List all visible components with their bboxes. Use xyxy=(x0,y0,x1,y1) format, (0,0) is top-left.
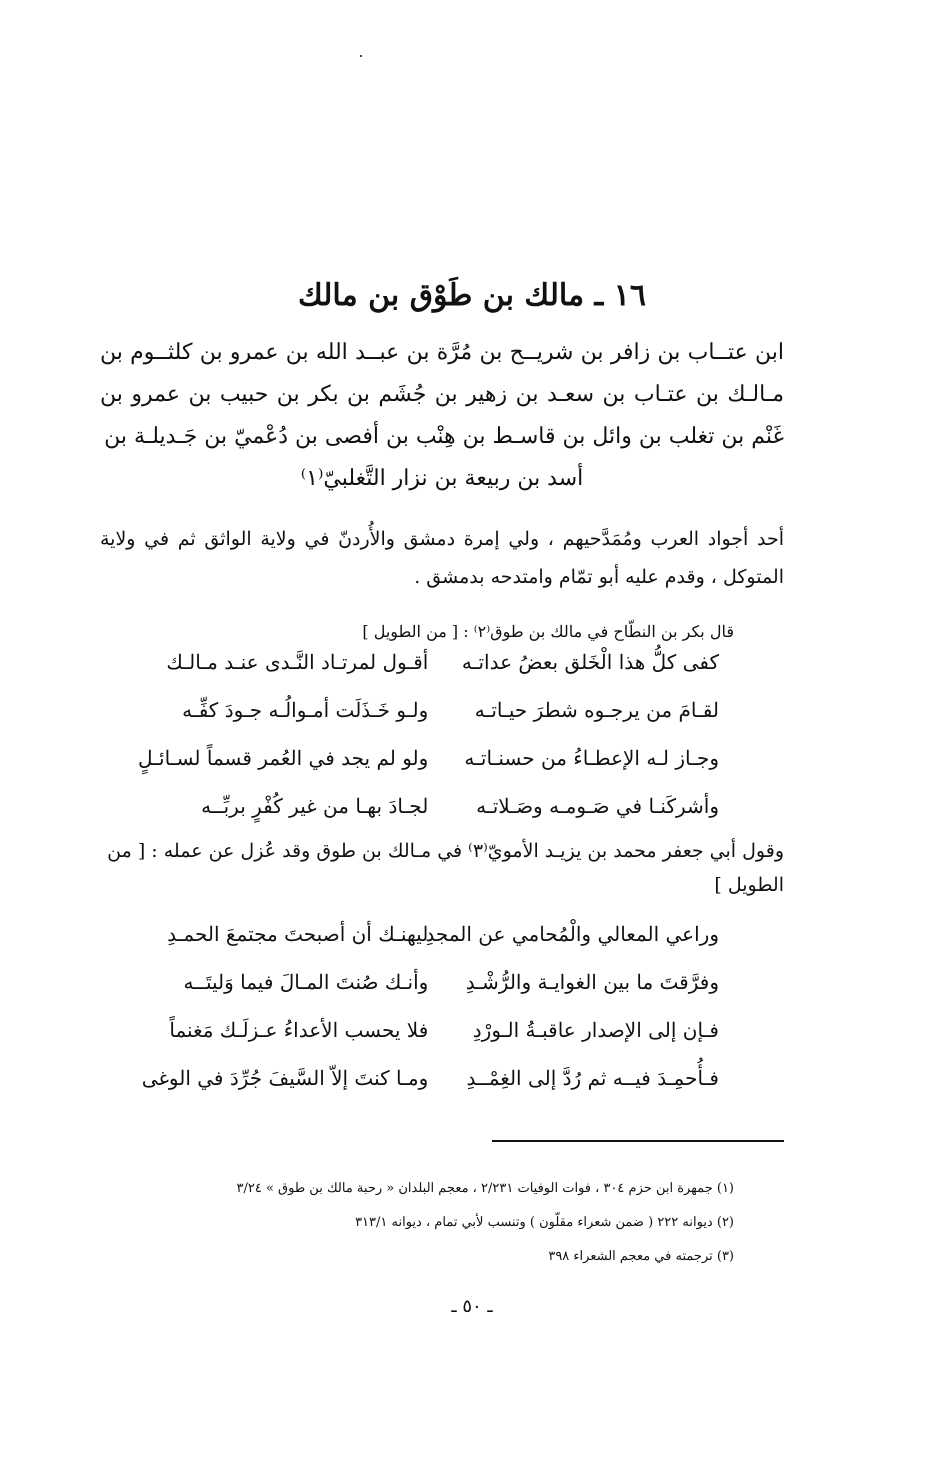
footnote: (٢) ديوانه ٢٢٢ ( ضمن شعراء مقلّون ) وتنسب لأبي تمام ، ديوانه ٣١٣/١ xyxy=(355,1215,734,1230)
poem-1-intro: قال بكر بن النطّاح في مالك بن طوق⁽٢⁾ : [ من الطويل ] xyxy=(362,622,734,641)
scan-speck xyxy=(360,55,362,57)
verse-first-half: ولو لم يجد في العُمر قسماً لسـائـلٍ xyxy=(138,746,429,770)
footnote: (٣) ترجمته في معجم الشعراء ٣٩٨ xyxy=(548,1249,734,1264)
verse-first-half: أقـول لمرتـاد النَّـدى عنـد مـالـك xyxy=(166,650,429,674)
verse-first-half: ولـو خَـذَلَت أمـوالُـه جـودَ كفِّـه xyxy=(182,698,429,722)
verse-second-half: وأشركَنـا في صَـومـه وصَـلاتـه xyxy=(476,794,719,818)
bio-paragraph: أحد أجواد العرب ومُمَدَّحيهم ، ولي إمرة دمشق والأُردنّ في ولاية الواثق ثم في ولاية المتوكل ، وقدم عليه أبو تمّام وامتدحه بدمشق . xyxy=(100,528,784,588)
lineage-body: ابن عتــاب بن زافر بن شريــح بن مُرَّة بن عبــد الله بن عمرو بن كلثــوم بن مـالـك بن عتـاب بن سعـد بن زهير بن جُشَم بن بكر بن حبيب بن عمرو بن غَنْم بن تغلب بن وائل بن قاسـط بن هِنْب بن أفصى بن دُعْميّ بن جَـديلـة بن xyxy=(100,340,784,449)
verse-row xyxy=(138,746,719,794)
lineage-last-line: أسد بن ربيعة بن نزار التَّغلبيّ⁽١⁾ xyxy=(300,466,584,491)
verse-second-half: وراعي المعالي والْمُحامي عن المجدِ xyxy=(425,922,719,946)
verse-second-half: فـأُحمِـدَ فيــه ثم رُدَّ إلى الغِمْــدِ xyxy=(466,1066,719,1090)
poem-2-intro: وقول أبي جعفر محمد بن يزيـد الأمويّ⁽٣⁾ في مـالك بن طوق وقد عُزل عن عمله : [ من الطويل ] xyxy=(107,840,784,896)
verse-first-half: لجـادَ بهـا من غير كُفْرٍ بربِّــه xyxy=(201,794,429,818)
lineage-text xyxy=(100,332,784,500)
verse-row xyxy=(160,970,719,1018)
verse-first-half: فلا يحسب الأعداءُ عـزلَـك مَغنماً xyxy=(169,1018,429,1042)
page-title: ١٦ ـ مالك بن طَوْق بن مالك xyxy=(298,278,646,313)
verse-row xyxy=(160,1018,719,1066)
verse-second-half: وفرَّقتَ ما بين الغوايـة والرُّشْـدِ xyxy=(465,970,719,994)
verse-second-half: وجـاز لـه الإعطـاءُ من حسنـاتـه xyxy=(464,746,719,770)
verse-row xyxy=(160,922,719,970)
page-number: ـ ٥٠ ـ xyxy=(451,1296,493,1317)
verse-second-half: كفى كلُّ هذا الْخَلق بعضُ عداتـه xyxy=(461,650,719,674)
verse-row xyxy=(160,698,719,746)
verse-first-half: ليهنـك أن أصبحتَ مجتمعَ الحمـدِ xyxy=(167,922,429,946)
footnote: (١) جمهرة ابن حزم ٣٠٤ ، فوات الوفيات ٢/٢٣١ ، معجم البلدان « رحبة مالك بن طوق » ٣/٢٤ xyxy=(236,1181,734,1196)
verse-row xyxy=(141,1066,719,1114)
poem-1 xyxy=(138,650,719,842)
verse-first-half: وأنـك صُنتَ المـالَ فيما وَليتَــه xyxy=(183,970,429,994)
verse-row xyxy=(160,650,719,698)
poem-2 xyxy=(141,922,719,1114)
verse-second-half: فـإن إلى الإصدار عاقبـةُ الـورْدِ xyxy=(472,1018,719,1042)
footnotes xyxy=(130,1172,734,1274)
verse-first-half: ومـا كنتَ إلاّ السَّيفَ جُرِّدَ في الوغى xyxy=(141,1066,429,1090)
footnote-divider xyxy=(492,1140,784,1142)
verse-second-half: لقـامَ من يرجـوه شطرَ حيـاتـه xyxy=(474,698,719,722)
